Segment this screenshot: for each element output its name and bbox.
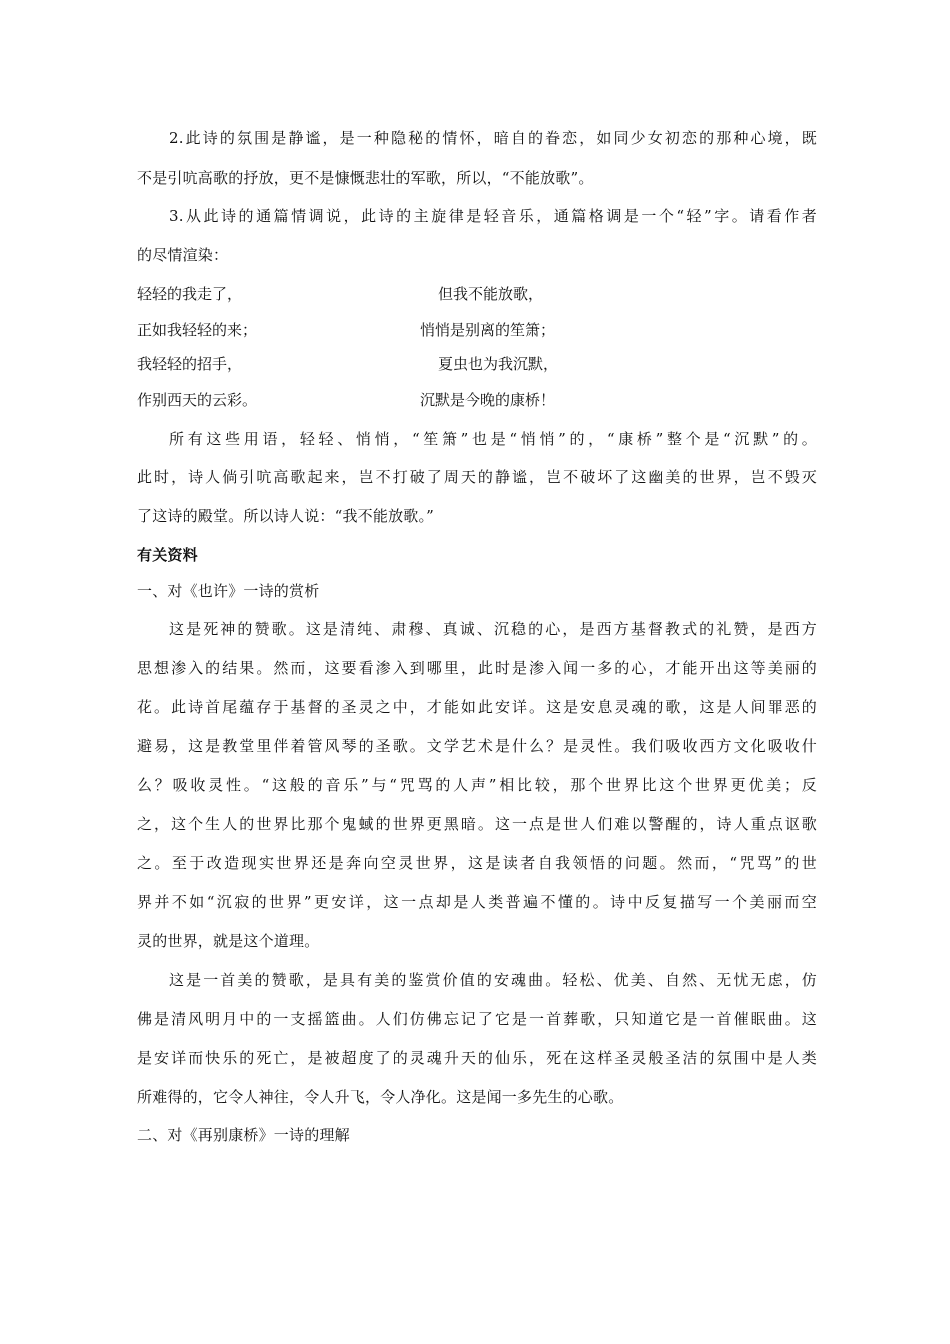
paragraph-6-line-3: 是安详而快乐的死亡，是被超度了的灵魂升天的仙乐，死在这样圣灵般圣洁的氛围中是人类: [137, 1049, 817, 1067]
paragraph-3-line-2: 的尽情渲染：: [137, 246, 229, 264]
poem-right-line-3: 夏虫也为我沉默，: [438, 355, 559, 373]
poem-left-line-4: 作别西天的云彩。: [137, 391, 258, 409]
section-heading: 有关资料: [137, 546, 198, 564]
poem-right-line-2: 悄悄是别离的笙箫；: [420, 321, 556, 339]
subheading-1: 一、对《也许》一诗的赏析: [137, 582, 320, 600]
paragraph-6-line-4: 所难得的，它令人神往，令人升飞，令人净化。这是闻一多先生的心歌。: [137, 1088, 624, 1106]
poem-left-line-2: 正如我轻轻的来；: [137, 321, 258, 339]
poem-left-line-1: 轻轻的我走了，: [137, 285, 243, 303]
paragraph-5-line-8: 界并不如“沉寂的世界”更安详，这一点却是人类普遍不懂的。诗中反复描写一个美丽而空: [137, 893, 817, 911]
paragraph-2-line-2: 不是引吭高歌的抒放，更不是慷慨悲壮的军歌，所以，“不能放歌”。: [137, 169, 594, 187]
paragraph-3-line-1: 3.从此诗的通篇情调说，此诗的主旋律是轻音乐，通篇格调是一个“轻”字。请看作者: [169, 207, 817, 225]
paragraph-6-line-2: 佛是清风明月中的一支摇篮曲。人们仿佛忘记了它是一首葬歌，只知道它是一首催眠曲。这: [137, 1010, 817, 1028]
paragraph-5-line-2: 思想渗入的结果。然而，这要看渗入到哪里，此时是渗入闻一多的心，才能开出这等美丽的: [137, 659, 817, 677]
paragraph-5-line-5: 么？吸收灵性。“这般的音乐”与“咒骂的人声”相比较，那个世界比这个世界更优美；反: [137, 776, 817, 794]
poem-right-line-1: 但我不能放歌，: [438, 285, 544, 303]
paragraph-2-line-1: 2.此诗的氛围是静谧，是一种隐秘的情怀，暗自的眷恋，如同少女初恋的那种心境，既: [169, 129, 817, 147]
paragraph-5-line-3: 花。此诗首尾蕴存于基督的圣灵之中，才能如此安详。这是安息灵魂的歌，这是人间罪恶的: [137, 698, 817, 716]
paragraph-5-line-6: 之，这个生人的世界比那个鬼蜮的世界更黑暗。这一点是世人们难以警醒的，诗人重点讴歌: [137, 815, 817, 833]
poem-left-line-3: 我轻轻的招手，: [137, 355, 243, 373]
paragraph-4-line-2: 此时，诗人倘引吭高歌起来，岂不打破了周天的静谧，岂不破坏了这幽美的世界，岂不毁灭: [137, 468, 817, 486]
paragraph-4-line-1: 所有这些用语，轻轻、悄悄，“笙箫”也是“悄悄”的，“康桥”整个是“沉默”的。: [169, 430, 817, 448]
poem-right-line-4: 沉默是今晚的康桥！: [420, 391, 556, 409]
paragraph-4-line-3: 了这诗的殿堂。所以诗人说：“我不能放歌。”: [137, 507, 435, 525]
paragraph-5-line-1: 这是死神的赞歌。这是清纯、肃穆、真诚、沉稳的心，是西方基督教式的礼赞，是西方: [169, 620, 817, 638]
paragraph-6-line-1: 这是一首美的赞歌，是具有美的鉴赏价值的安魂曲。轻松、优美、自然、无忧无虑，仿: [169, 971, 817, 989]
paragraph-5-line-4: 避易，这是教堂里伴着管风琴的圣歌。文学艺术是什么？是灵性。我们吸收西方文化吸收什: [137, 737, 817, 755]
paragraph-5-line-7: 之。至于改造现实世界还是奔向空灵世界，这是读者自我领悟的问题。然而，“咒骂”的世: [137, 854, 817, 872]
subheading-2: 二、对《再别康桥》一诗的理解: [137, 1126, 350, 1144]
paragraph-5-line-9: 灵的世界，就是这个道理。: [137, 932, 320, 950]
